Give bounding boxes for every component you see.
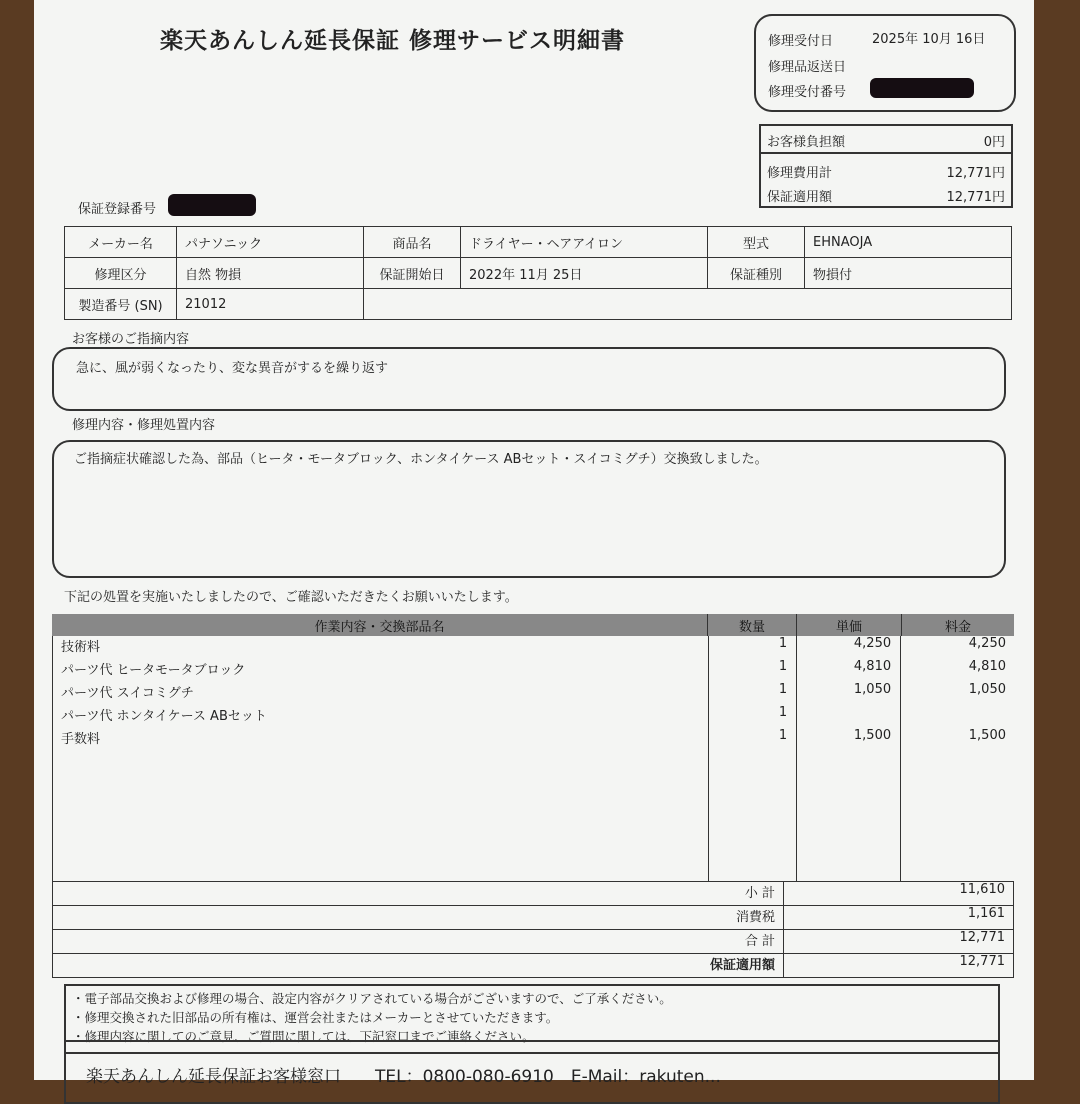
- repair-box: [52, 440, 1006, 578]
- item-unit-price: 4,250: [853, 636, 892, 651]
- table-row: [53, 636, 1014, 659]
- header-qty: 数量: [708, 614, 797, 636]
- redaction: [168, 194, 256, 216]
- header-item: 作業内容・交換部品名: [52, 614, 708, 636]
- total-cost-value: 12,771円: [946, 166, 1005, 181]
- header-unit-price: 単価: [797, 614, 902, 636]
- note: ・電子部品交換および修理の場合、設定内容がクリアされている場合がございますので、ご了承ください。: [72, 991, 672, 1006]
- item-name: 手数料: [61, 732, 101, 747]
- product: ドライヤー・ヘアアイロン: [461, 227, 708, 258]
- total-value: 1,161: [783, 906, 1013, 929]
- customer-cost-label: お客様負担額: [767, 135, 846, 150]
- item-qty: 1: [778, 636, 788, 651]
- item-unit-price: 1,500: [853, 728, 892, 743]
- totals-row: [53, 953, 1013, 977]
- totals-row: [53, 929, 1013, 953]
- receipt-date-label: 修理受付日: [768, 34, 834, 49]
- note: ・修理交換された旧部品の所有権は、運営会社またはメーカーとさせていただきます。: [72, 1010, 559, 1025]
- maker-label: メーカー名: [65, 227, 177, 258]
- totals-row: [53, 882, 1013, 905]
- total-value: 12,771: [783, 930, 1013, 953]
- total-label: 消費税: [735, 910, 775, 925]
- receipt-number-label: 修理受付番号: [768, 85, 847, 100]
- item-qty: 1: [778, 682, 788, 697]
- total-value: 12,771: [783, 954, 1013, 977]
- redaction: [870, 78, 974, 98]
- item-amount: 4,810: [968, 659, 1006, 674]
- items-header: [52, 614, 1014, 636]
- item-amount: 1,050: [968, 682, 1006, 697]
- receipt-date-value: 2025年 10月 16日: [872, 32, 986, 47]
- contact-box: [64, 1040, 1000, 1104]
- total-label: 合 計: [744, 934, 775, 949]
- return-date-label: 修理品返送日: [768, 60, 847, 75]
- repair-text: ご指摘症状確認した為、部品（ヒータ・モータブロック、ホンタイケース ABセット・スイコミグチ）交換致しました。: [74, 452, 768, 467]
- table-row: [53, 728, 1014, 751]
- start-label: 保証開始日: [364, 258, 461, 289]
- receipt-box: [754, 14, 1016, 112]
- start-date: 2022年 11月 25日: [461, 258, 708, 289]
- item-name: パーツ代 ヒータモータブロック: [61, 663, 246, 678]
- totals-row: [53, 905, 1013, 929]
- item-qty: 1: [778, 728, 788, 743]
- total-label: 保証適用額: [709, 958, 775, 973]
- repair-type: 自然 物損: [177, 258, 364, 289]
- item-name: 技術料: [61, 640, 101, 655]
- item-name: パーツ代 ホンタイケース ABセット: [61, 709, 267, 724]
- document-title: 楽天あんしん延長保証 修理サービス明細書: [160, 28, 626, 54]
- cost-summary: [759, 124, 1013, 208]
- repair-type-label: 修理区分: [65, 258, 177, 289]
- warranty-reg-label: 保証登録番号: [78, 202, 157, 217]
- item-amount: [899, 705, 1014, 728]
- total-value: 11,610: [783, 882, 1013, 905]
- table-row: [53, 682, 1014, 705]
- model: EHNAOJA: [805, 227, 1012, 258]
- customer-cost-value: 0円: [983, 135, 1005, 150]
- item-unit-price: 4,810: [853, 659, 892, 674]
- applied-value: 12,771円: [946, 190, 1005, 205]
- item-qty: 1: [778, 705, 788, 720]
- item-qty: 1: [778, 659, 788, 674]
- total-cost-label: 修理費用計: [767, 166, 833, 181]
- serial-label: 製造番号 (SN): [65, 289, 177, 320]
- item-name: パーツ代 スイコミグチ: [61, 686, 194, 701]
- header-amount: 料金: [944, 619, 971, 635]
- kind-label: 保証種別: [708, 258, 805, 289]
- item-amount: 1,500: [968, 728, 1006, 743]
- applied-label: 保証適用額: [767, 190, 833, 205]
- complaint-box: [52, 347, 1006, 411]
- model-label: 型式: [708, 227, 805, 258]
- complaint-text: 急に、風が弱くなったり、変な異音がするを繰り返す: [76, 361, 389, 376]
- kind: 物損付: [805, 258, 1012, 289]
- complaint-label: お客様のご指摘内容: [72, 332, 190, 347]
- serial: 21012: [177, 289, 364, 320]
- item-amount: 4,250: [968, 636, 1006, 651]
- notice-text: 下記の処置を実施いたしましたので、ご確認いただきたくお願いいたします。: [64, 590, 518, 605]
- item-unit-price: [795, 705, 899, 728]
- note: ・修理内容に関してのご意見、ご質問に関しては、下記窓口までご連絡ください。: [72, 1029, 535, 1044]
- maker: パナソニック: [177, 227, 364, 258]
- items-table: [52, 614, 1014, 978]
- item-unit-price: 1,050: [853, 682, 892, 697]
- contact-text: 楽天あんしん延長保証お客様窓口 TEL：0800-080-6910 E-Mail：rakuten...: [86, 1067, 721, 1087]
- total-label: 小 計: [744, 886, 775, 901]
- repair-label: 修理内容・修理処置内容: [72, 418, 216, 433]
- table-row: [53, 659, 1014, 682]
- product-info-table: [64, 226, 1012, 320]
- table-row: [53, 705, 1014, 728]
- product-label: 商品名: [364, 227, 461, 258]
